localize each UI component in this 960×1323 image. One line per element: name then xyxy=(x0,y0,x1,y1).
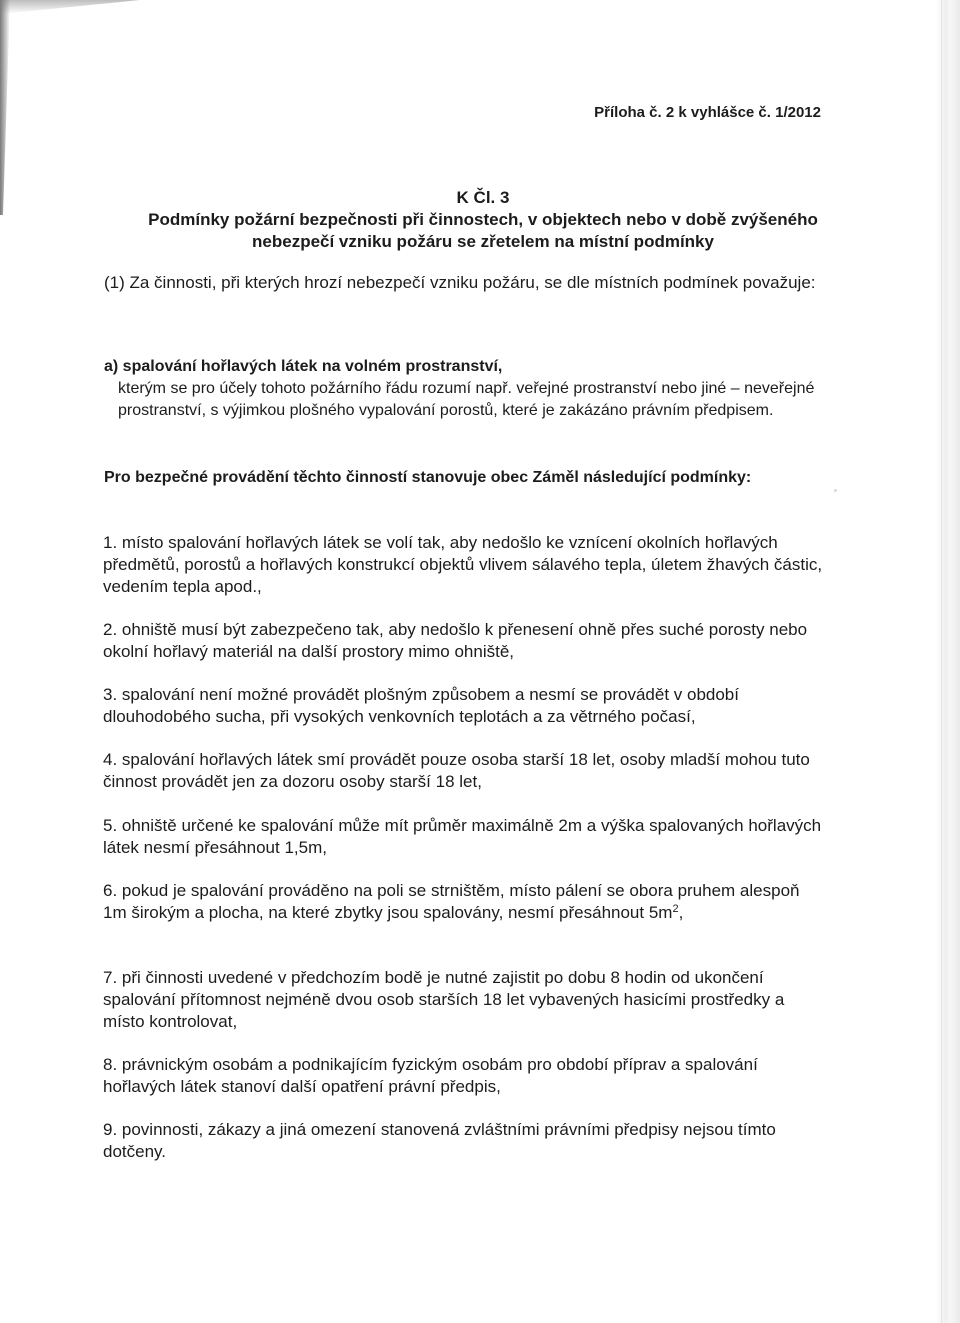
condition-item-5: 5. ohniště určené ke spalování může mít průměr maximálně 2m a výška spalovaných hořlavých látek nesmí přesáhnout 1,5m, xyxy=(103,816,822,857)
scan-edge-right xyxy=(936,0,960,1323)
scan-shadow-left xyxy=(0,0,10,215)
condition-item-7: 7. při činnosti uvedené v předchozím bodě je nutné zajistit po dobu 8 hodin od ukončení spalování přítomnost nejméně dvou osob starších 18 let vybavených hasicími prostředky a místo kontrolovat, xyxy=(103,968,785,1031)
page-title: Podmínky požární bezpečnosti při činnostech, v objektech nebo v době zvýšeného nebezpečí vzniku požáru se zřetelem na místní podmínky xyxy=(148,210,818,251)
condition-item-4: 4. spalování hořlavých látek smí provádět pouze osoba starší 18 let, osoby mladší mohou tuto činnost provádět jen za dozoru osoby starší 18 let, xyxy=(103,750,810,791)
scan-shadow-top xyxy=(0,0,140,14)
conditions-heading: Pro bezpečné provádění těchto činností stanovuje obec Záměl následující podmínky: xyxy=(104,469,752,486)
intro-paragraph: (1) Za činnosti, při kterých hrozí nebezpečí vzniku požáru, se dle místních podmínek považuje: xyxy=(104,273,816,292)
superscript-exponent: 2 xyxy=(672,903,679,915)
subsection-a-body: kterým se pro účely tohoto požárního řádu rozumí např. veřejné prostranství nebo jiné – neveřejné prostranství, s výjimkou plošného vypalování porostů, které je zakázáno právním předpisem. xyxy=(118,380,815,419)
article-reference: K Čl. 3 xyxy=(456,188,510,207)
scan-speck xyxy=(834,489,837,492)
condition-item-3: 3. spalování není možné provádět plošným způsobem a nesmí se provádět v období dlouhodobého sucha, při vysokých venkovních teplotách a za větrného počasí, xyxy=(103,685,739,726)
condition-item-2: 2. ohniště musí být zabezpečeno tak, aby nedošlo k přenesení ohně přes suché porosty nebo okolní hořlavý materiál na další prostory mimo ohniště, xyxy=(103,620,808,661)
condition-item-8: 8. právnickým osobám a podnikajícím fyzickým osobám pro období příprav a spalování hořlavých látek stanoví další opatření právní předpis, xyxy=(103,1055,758,1096)
condition-item-9: 9. povinnosti, zákazy a jiná omezení stanovená zvláštními právními předpisy nejsou tímto dotčeny. xyxy=(103,1120,776,1161)
condition-item-1: 1. místo spalování hořlavých látek se volí tak, aby nedošlo ke vznícení okolních hořlavých předmětů, porostů a hořlavých konstrukcí objektů vlivem sálavého tepla, úletem žhavých částic, vedením tepla apod., xyxy=(103,533,823,596)
subsection-a xyxy=(104,356,824,422)
condition-item-6 xyxy=(103,880,823,924)
condition-item-6-text: 6. pokud je spalování prováděno na poli se strništěm, místo pálení se obora pruhem alespoň 1m širokým a plocha, na které zbytky jsou spalovány, nesmí přesáhnout 5m xyxy=(103,881,800,922)
condition-item-6-suffix: , xyxy=(678,903,684,922)
annex-header: Příloha č. 2 k vyhlášce č. 1/2012 xyxy=(594,104,821,121)
subsection-a-heading: a) spalování hořlavých látek na volném prostranství, xyxy=(104,358,503,375)
scan-edge-line xyxy=(941,0,942,1323)
